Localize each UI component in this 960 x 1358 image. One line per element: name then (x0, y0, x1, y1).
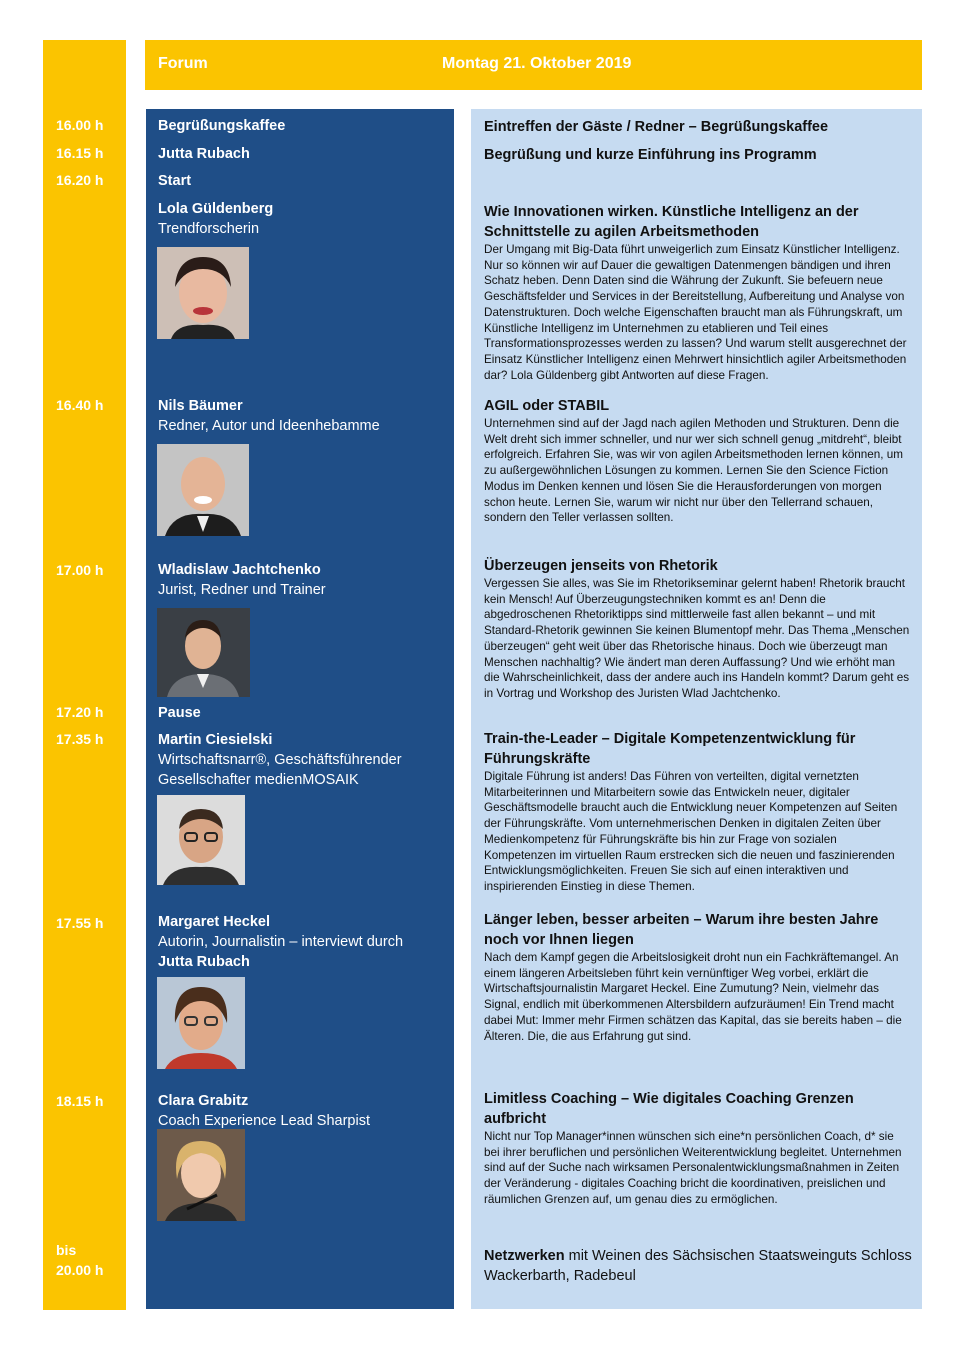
session-title: Netzwerken (484, 1248, 565, 1264)
speaker-entry (158, 199, 448, 239)
speaker-photo (157, 247, 249, 339)
speaker-photo (157, 1129, 245, 1221)
session-description: Nicht nur Top Manager*innen wünschen sich eine*n persönlichen Coach, d* sie bei ihrer beruflichen und persönlichen Weiterentwicklung begleitet. Unternehmen sind auf der Suche nach wirksamen Personalentwicklungsmaßnahmen in Zeiten der Veränderung - digitales Coaching bricht die koordinativen, preislichen und räumlichen Grenzen auf, um genau dies zu ermöglichen. (484, 1130, 902, 1206)
session-item (484, 729, 912, 895)
speaker-role: Wirtschaftsnarr®, Geschäftsführender (158, 752, 402, 768)
speaker-photo (157, 977, 245, 1069)
speaker-role: Jurist, Redner und Trainer (158, 582, 326, 598)
speaker-photo (157, 795, 245, 885)
time-slot: 17.20 h (56, 704, 104, 720)
speaker-entry (158, 703, 448, 723)
time-slot: 17.35 h (56, 731, 104, 747)
speaker-name: Clara Grabitz (158, 1093, 249, 1109)
session-title: Eintreffen der Gäste / Redner – Begrüßungskaffee (484, 119, 829, 135)
session-description: Vergessen Sie alles, was Sie im Rhetorikseminar gelernt haben! Rhetorik braucht kein Mensch! Auf Überzeugungstechniken kommt es an! Denn die abgedroschenen Rhetoriktipps sind mittlerweile fast allen bekannt – und mit Standard-Rhetorik gewinnen Sie keinen Blumentopf mehr. Das Thema „Menschen überzeugen“ geht weit über das Rhetorische hinaus. Doch wie überzeugt man Menschen nachhaltig? Wie ändert man deren Auffassung? Und wie erhöht man die Wahrscheinlichkeit, dass der andere auch ins Handeln kommt? Darum geht es in Vortrag und Workshop des Juristen Wlad Jachtchenko. (484, 577, 910, 700)
session-title: Wie Innovationen wirken. Künstliche Intelligenz an der Schnittstelle zu agilen Arbeitsmethoden (484, 204, 859, 240)
speaker-entry (158, 396, 448, 436)
time-slot: 16.00 h (56, 117, 104, 133)
session-item (484, 1089, 912, 1208)
session-item (484, 202, 912, 383)
session-item (484, 117, 912, 137)
session-item (484, 145, 912, 165)
date-label: Montag 21. Oktober 2019 (442, 55, 632, 72)
speaker-role: Trendforscherin (158, 221, 260, 237)
speaker-name: Start (158, 173, 192, 189)
speaker-entry (158, 171, 448, 191)
speaker-name: Martin Ciesielski (158, 732, 273, 748)
time-slot: 16.20 h (56, 172, 104, 188)
session-item (484, 556, 912, 702)
session-item (484, 910, 912, 1044)
session-description: Unternehmen sind auf der Jagd nach agilen Methoden und Strukturen. Denn die Welt dreht sich immer schneller, und nur wer sich schnell genug „mitdreht“, bleibt erfolgreich. Erfahren Sie, was wir von agilen Arbeitsmethoden lernen können, um zu außergewöhnlichen Lösungen zu kommen. Lernen Sie den Science Fiction Modus im Denken kennen und lösen Sie die Herausforderungen von morgen schon heute. Lernen Sie, warum wir nicht nur über den Tellerrand schauen, sondern den Teller verlassen sollten. (484, 417, 904, 525)
header-bar (145, 40, 922, 90)
speaker-role: Autorin, Journalistin – interviewt durch (158, 934, 404, 950)
speaker-role: Gesellschafter medienMOSAIK (158, 772, 359, 788)
speaker-entry (158, 912, 448, 972)
speaker-name: Lola Güldenberg (158, 201, 274, 217)
session-title: AGIL oder STABIL (484, 398, 610, 414)
session-item (484, 1246, 912, 1286)
time-slot: 18.15 h (56, 1093, 104, 1109)
time-slot: 17.00 h (56, 562, 104, 578)
speaker-entry (158, 116, 448, 136)
time-slot: 16.15 h (56, 145, 104, 161)
time-slot: bis (56, 1242, 77, 1258)
session-description: Nach dem Kampf gegen die Arbeitslosigkeit droht nun ein Fachkräftemangel. An einem längeren Arbeitsleben führt kein vernünftiger Weg vorbei, erklärt die Wirtschaftsjournalistin Margaret Heckel. Eine Zumutung? Nein, vielmehr das Signal, endlich mit überkommenen Altersbildern aufzuräumen! Ein Trend macht dabei Mut: Immer mehr Firmen schätzen das Kapital, das sie bereits haben – die Älteren. Die, die aus Erfahrung gut sind. (484, 951, 902, 1043)
speaker-name: Nils Bäumer (158, 398, 243, 414)
speaker-name: Begrüßungskaffee (158, 118, 286, 134)
session-description: Digitale Führung ist anders! Das Führen von verteilten, digital vernetzten Mitarbeiterinnen und Mitarbeitern sowie das Entwickeln neuer, digitaler Geschäftsmodelle braucht auch die Entwicklung neuer Kompetenzen auf Seiten der Führungskräfte. Vom unternehmerischen Denken in digitalen Zeiten über Medienkompetenz für Führungskräfte bis hin zur Frage von sozialen Kompetenzen im virtuellen Raum erstrecken sich die neuen und faszinierenden Entwicklungsmöglichkeiten. Freuen Sie sich auf einen interaktiven und inspirierenden Einstieg in diese Themen. (484, 770, 898, 893)
time-slot: 20.00 h (56, 1262, 104, 1278)
session-title: Überzeugen jenseits von Rhetorik (484, 558, 718, 574)
session-title: Länger leben, besser arbeiten – Warum ihre besten Jahre noch vor Ihnen liegen (484, 912, 879, 948)
speaker-name: Pause (158, 705, 201, 721)
speaker-entry (158, 560, 448, 600)
speaker-entry (158, 1091, 448, 1131)
speaker-name: Margaret Heckel (158, 914, 271, 930)
speaker-name: Wladislaw Jachtchenko (158, 562, 321, 578)
speaker-role: Coach Experience Lead Sharpist (158, 1113, 370, 1129)
time-slot: 17.55 h (56, 915, 104, 931)
speaker-photo (157, 608, 250, 697)
venue-label: Forum (158, 55, 208, 72)
session-item (484, 396, 912, 526)
speaker-name: Jutta Rubach (158, 954, 250, 970)
session-title: Limitless Coaching – Wie digitales Coaching Grenzen aufbricht (484, 1091, 854, 1127)
speaker-entry (158, 144, 448, 164)
session-title: Train-the-Leader – Digitale Kompetenzentwicklung für Führungskräfte (484, 731, 856, 767)
time-column (43, 40, 126, 1310)
speaker-entry (158, 730, 448, 790)
speaker-name: Jutta Rubach (158, 146, 250, 162)
session-description: mit Weinen des Sächsischen Staatsweinguts Schloss Wackerbarth, Radebeul (484, 1248, 912, 1284)
session-title: Begrüßung und kurze Einführung ins Programm (484, 147, 817, 163)
speaker-role: Redner, Autor und Ideenhebamme (158, 418, 380, 434)
time-slot: 16.40 h (56, 397, 104, 413)
speaker-photo (157, 444, 249, 536)
session-description: Der Umgang mit Big-Data führt unweigerlich zum Einsatz Künstlicher Intelligenz. Nur so können wir auf Dauer die gewaltigen Datenmengen bändigen und ihren Schatz heben. Denn Daten sind die Währung der Zukunft. Sie befeuern neue Geschäftsfelder und Services in der Bereitstellung, Aufbereitung und Analyse von Datenstrukturen. Doch welche Eigenschaften braucht man als Führungskraft, um Künstliche Intelligenz im Unternehmen zu etablieren und Teil eines Transformationsprozesses werden zu lassen? Und warum stellt ausgerechnet der Einsatz Künstlicher Intelligenz einen Mehrwert hinsichtlich agiler Arbeitsmethoden dar? Lola Güldenberg gibt Antworten auf diese Fragen. (484, 243, 907, 382)
